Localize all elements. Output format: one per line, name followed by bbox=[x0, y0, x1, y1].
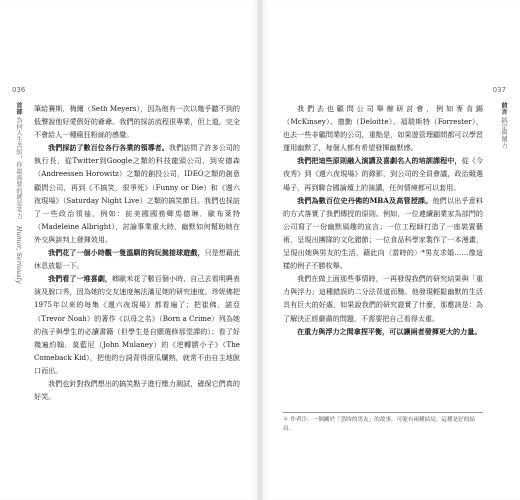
bold-lead-text: 我們看了一堆喜劇， bbox=[48, 274, 113, 284]
body-text: 筆給賽斯．梅爾（Seth Meyers），因為他有一次以幾乎聽不到的低聲說他好愛假好的爺爺。我們的採訪流程很專業，但上道，完全不會給人一種瘋狂粉絲的感覺。 bbox=[34, 104, 240, 140]
bold-lead-text: 我們把這些原則融入演講及喜劇名人的培訓課程中， bbox=[297, 156, 462, 166]
paragraph bbox=[283, 194, 483, 273]
body-text: 他們以出乎意料的方式落實了我們傳授的原則。例如，一位連續創業家為部門的公司寫了一份幽默風趣的宣言；一位工程師打造了一座裝置藝術，呈現出團隊的文化錯節；一位食品科學家製作了一本漫畫，呈現出她與男友的生活，藉此向〈當時的〉*男友求婚……像這樣的例子不勝枚舉。 bbox=[283, 195, 484, 271]
right-running-head-part: 前言 bbox=[500, 102, 507, 115]
footnote: ＊ 作者注：一個關於「當時的男友」的故事，可能有兩種結局。這種是好的結局。 bbox=[283, 417, 475, 432]
bold-lead-text: 我們為數百位史丹佛的MBA及高管授課。 bbox=[297, 195, 433, 205]
right-body-text bbox=[283, 102, 483, 338]
paragraph bbox=[283, 102, 483, 154]
body-text: 我們訪問了許多公司的執行長，從Twitter到Google之類的科技龍頭公司，到安德森（Andreessen Horowitz）之類的創投公司，IDEO之類的創意顧問公司，再到《不搞笑，很爭死》（Funny or Die）和《週六夜現場》（Saturday Night Live）之類的搞笑節目。我們也採訪了一些政治領袖，例如：前美國國務卿馬德琳．歐布萊特（Madeleine Albright），討論事業重大時，幽默如何幫助她在外交與談判上發揮效用。 bbox=[34, 143, 241, 244]
right-page-number: 037 bbox=[492, 86, 506, 94]
body-text: 我們在做上面那些事情時，一再發現我們的研究結果與「重力與浮力」這種錯誤的二分法背道而馳。他發現輕鬆幽默的生活具有巨大的好處，如果說我們的研究證實了什麼，那應該是：為了解決正經嚴肅的問題，不需要把自己看得太重。 bbox=[283, 274, 483, 323]
left-running-head-part: 首部 bbox=[15, 102, 22, 115]
paragraph bbox=[34, 141, 240, 246]
paragraph bbox=[34, 246, 240, 272]
right-running-head bbox=[496, 102, 508, 149]
book-gutter bbox=[258, 0, 262, 500]
footnote-rule bbox=[283, 412, 483, 413]
left-body-text bbox=[34, 102, 240, 403]
left-running-head-title: 為何人生苦短，你最需要的就是笑力 bbox=[15, 116, 22, 220]
bold-lead-text: 我們花了一個小時觀一隻溫馴的狗玩拋接球遊戲， bbox=[48, 248, 205, 258]
left-page-number: 036 bbox=[12, 86, 26, 94]
left-running-head bbox=[11, 102, 23, 283]
body-text: 我們也針對我們想出的搞笑點子進行壓力測試，確保它們真的好笑。 bbox=[34, 378, 240, 402]
right-running-head-title: 搞定與鬧力 bbox=[500, 116, 507, 149]
body-text: 我們去也顧問公司舉辦研討會，例如麥肯錫（McKinsey）、德勤（Deloitte）、福瑞斯特（Forrester），也去一些非顧問業的公司，重點是，如果遊管理顧問都可以學習運用幽默了，每個人都有希望發揮幽默感。 bbox=[283, 104, 483, 153]
paragraph bbox=[34, 272, 240, 377]
paragraph bbox=[34, 377, 240, 403]
body-text: 只是想藉此休息放鬆一下。 bbox=[34, 248, 241, 271]
paragraph bbox=[283, 325, 483, 338]
left-running-head-english: Humor, Seriously bbox=[15, 225, 22, 284]
body-text: 從《今夜秀》到《週六夜現場》的錄影，到公司的全員會議，政治競選場子，再到聯合國論壇上的演講，任何情境都可以套用。 bbox=[283, 156, 483, 192]
bold-lead-text: 在重力與浮力之間拿捏平衡，可以讓兩者發揮更大的力量。 bbox=[297, 326, 482, 336]
body-text: 鄉歐米花了數百個小時，自己去看明興表演及脫口秀，因為她的交友速度無法滿足她的研究速度。珍妮佛把1975年以來的每集《週六夜現場》都看遍了；把崔佛．諾亞（Trevor Noah）的著作《以母之名》（Born a Crime）列為她的孩子與學生的必讀書籍（但學生是自願選修那堂課的）；看了好幾遍約翰．莫藍尼（John Mulaney）的《逆轉勝小子》（The Comeback Kid），把他的台詞背得滾瓜爛熟，就常不由自主地脫口而出。 bbox=[34, 274, 241, 375]
bold-lead-text: 我們採訪了數百位各行各業的領導者。 bbox=[48, 143, 169, 153]
paragraph bbox=[34, 102, 240, 141]
paragraph bbox=[283, 154, 483, 193]
paragraph bbox=[283, 272, 483, 324]
